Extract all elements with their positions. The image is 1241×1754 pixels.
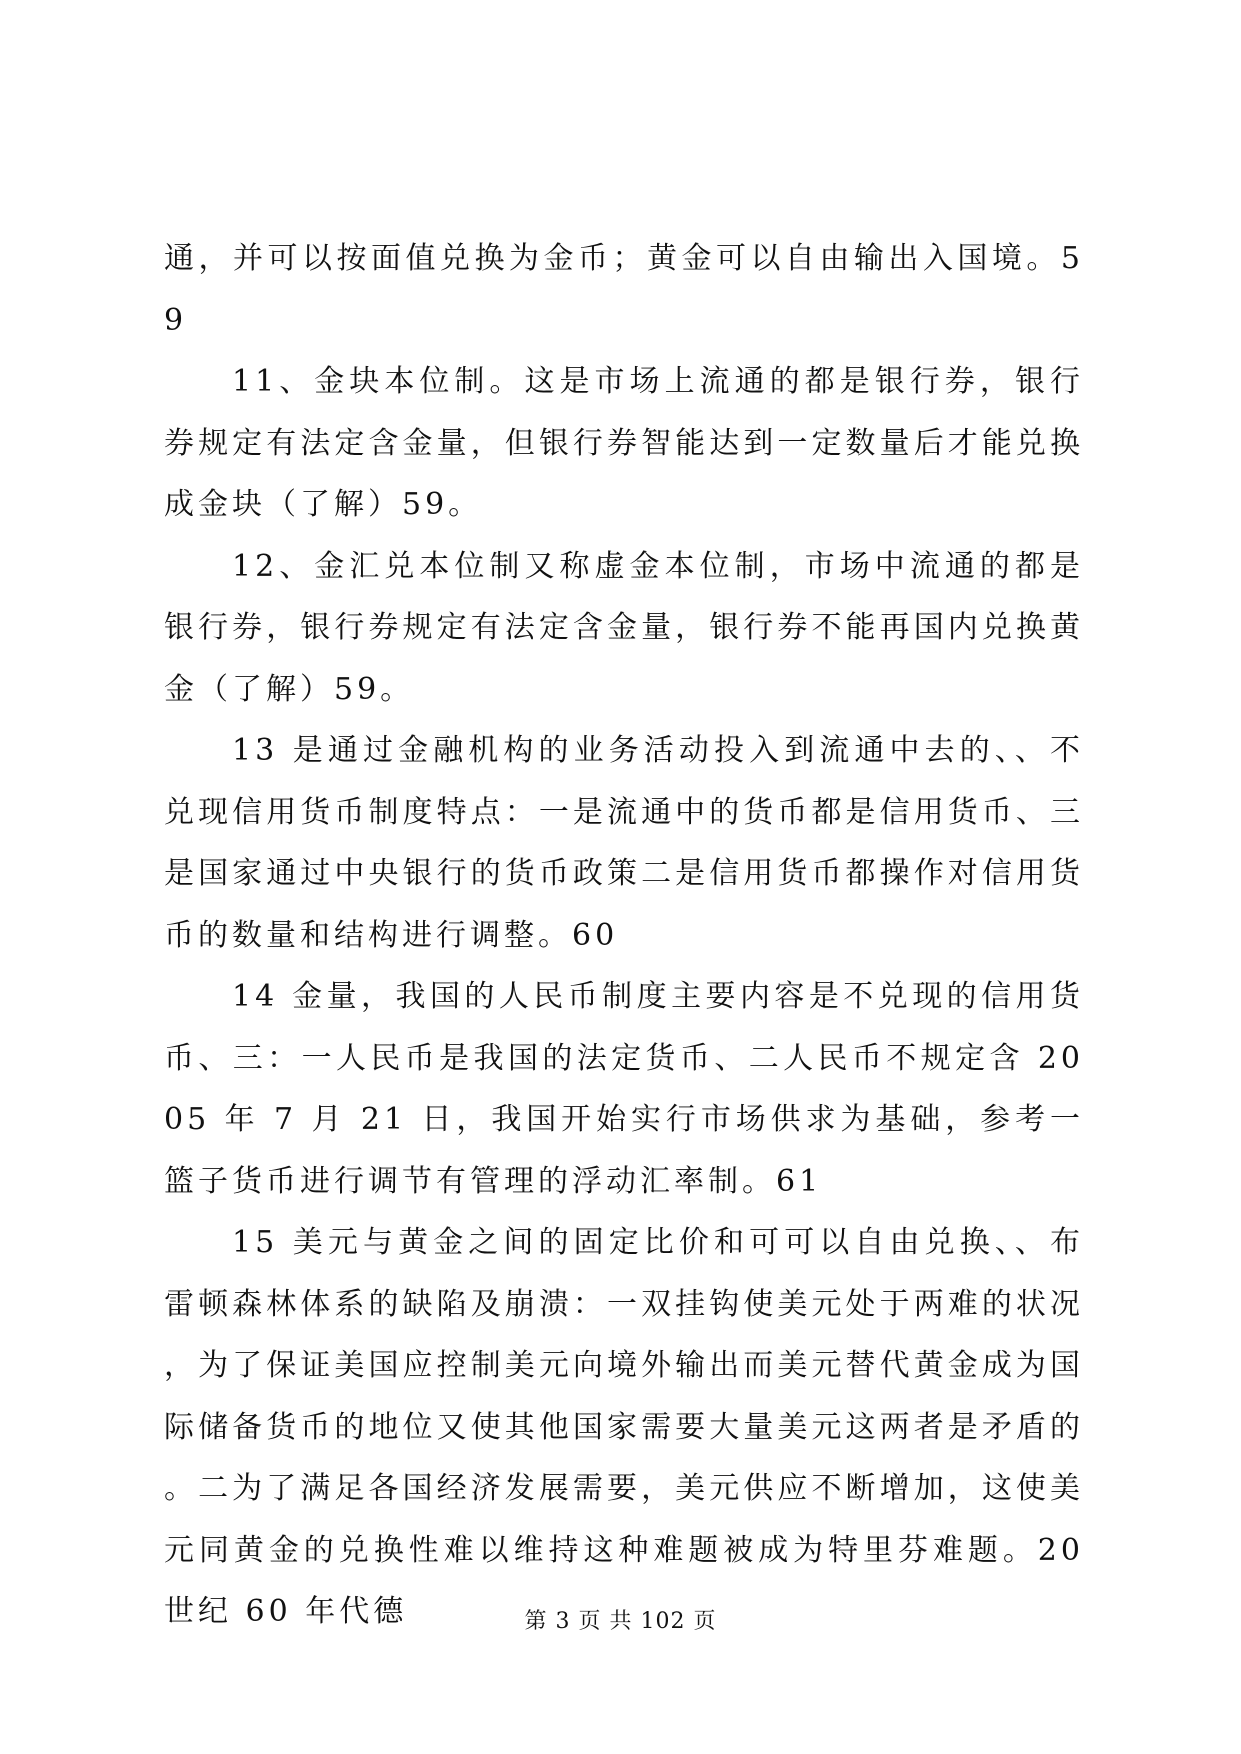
paragraph: 12、金汇兑本位制又称虚金本位制，市场中流通的都是银行券，银行券规定有法定含金量，银行券不能再国内兑换黄金（了解）59。 <box>164 548 1084 707</box>
paragraph: 11、金块本位制。这是市场上流通的都是银行券，银行券规定有法定含金量，但银行券智能达到一定数量后才能兑换成金块（了解）59。 <box>164 364 1084 522</box>
paragraph: 13 是通过金融机构的业务活动投入到流通中去的、、不兑现信用货币制度特点：一是流通中的货币都是信用货币、三是国家通过中央银行的货币政策二是信用货币都操作对信用货币的数量和结构进行调整。60 <box>164 733 1084 953</box>
page-number-footer: 第 3 页 共 102 页 <box>524 1609 717 1634</box>
paragraph: 通，并可以按面值兑换为金币；黄金可以自由输出入国境。59 <box>164 241 1084 338</box>
body-text <box>164 228 1084 1643</box>
paragraph: 15 美元与黄金之间的固定比价和可可以自由兑换、、布雷顿森林体系的缺陷及崩溃：一双挂钩使美元处于两难的状况，为了保证美国应控制美元向境外输出而美元替代黄金成为国际储备货币的地位又使其他国家需要大量美元这两者是矛盾的。二为了满足各国经济发展需要，美元供应不断增加，这使美元同黄金的兑换性难以维持这种难题被成为特里芬难题。20 世纪 60 年代德 <box>164 1225 1084 1629</box>
paragraph: 14 金量，我国的人民币制度主要内容是不兑现的信用货币、三：一人民币是我国的法定货币、二人民币不规定含 2005 年 7 月 21 日，我国开始实行市场供求为基础，参考一篮子货币进行调节有管理的浮动汇率制。61 <box>164 979 1084 1199</box>
